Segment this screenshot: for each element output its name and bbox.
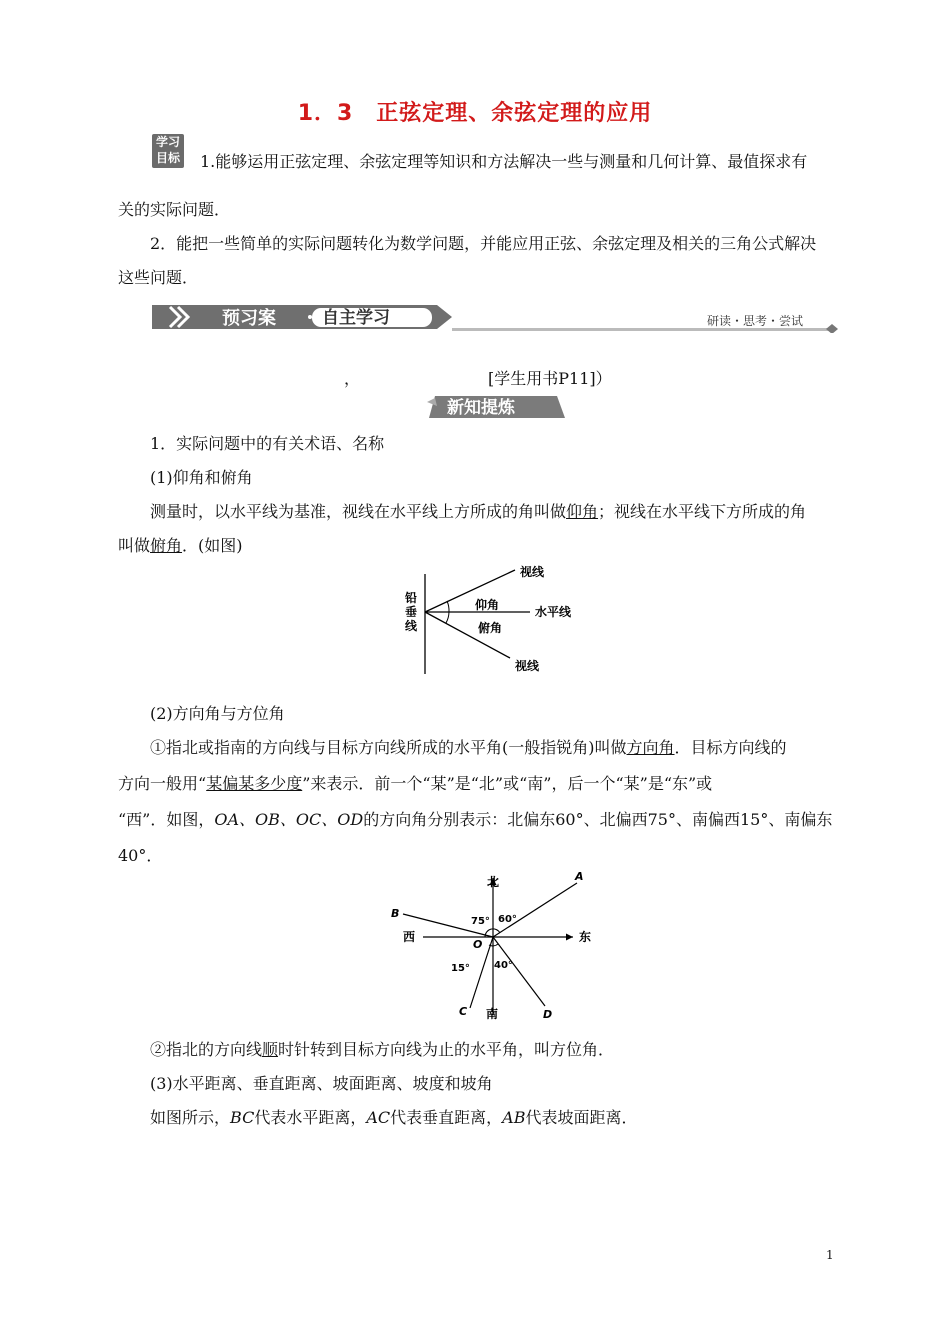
objective-2-line-1: 2．能把一些简单的实际问题转化为数学问题，并能应用正弦、余弦定理及相关的三角公式解决 <box>150 234 817 253</box>
paragraph-elevation-1: 测量时，以水平线为基准，视线在水平线上方所成的角叫做仰角；视线在水平线下方所成的角 <box>150 502 807 521</box>
ref-comma: ， <box>344 369 361 388</box>
heading-distances: (3)水平距离、垂直距离、坡面距离、坡度和坡角 <box>150 1074 493 1093</box>
term-clockwise: 顺 <box>262 1040 279 1059</box>
label-elevation: 仰角 <box>475 598 500 612</box>
badge-line-2: 目标 <box>155 151 180 165</box>
diamond-icon <box>826 324 838 333</box>
banner-sub: 自主学习 <box>322 308 390 328</box>
label-A: A <box>575 870 584 883</box>
label-vertical-2: 垂 <box>405 605 418 619</box>
sight-line-up <box>425 570 515 612</box>
label-west: 西 <box>403 930 416 944</box>
paragraph-elevation-2: 叫做俯角．(如图) <box>118 536 243 555</box>
ray-OD <box>493 937 545 1006</box>
label-horizontal: 水平线 <box>535 605 572 619</box>
label-angle-75: 75° <box>471 916 490 927</box>
heading-elevation: (1)仰角和俯角 <box>150 468 253 487</box>
page-title: 1．3 正弦定理、余弦定理的应用 <box>297 101 653 126</box>
paragraph-direction-2: 方向一般用“某偏某多少度”来表示．前一个“某”是“北”或“南”，后一个“某”是“东”或 <box>118 774 713 793</box>
label-sight-up: 视线 <box>520 565 545 579</box>
label-B: B <box>391 907 400 920</box>
label-depression: 俯角 <box>478 621 503 635</box>
label-angle-40: 40° <box>494 960 513 971</box>
paragraph-distances: 如图所示，BC代表水平距离，AC代表垂直距离，AB代表坡面距离． <box>150 1108 638 1127</box>
section-badge-label: 新知提炼 <box>447 398 515 418</box>
paragraph-direction-4: 40°． <box>118 846 163 865</box>
term-direction-angle: 方向角 <box>626 738 675 757</box>
objective-1-line-2: 关的实际问题． <box>118 200 231 219</box>
label-D: D <box>543 1008 553 1021</box>
section-badge <box>425 394 565 420</box>
label-angle-15: 15° <box>451 963 470 974</box>
paragraph-direction-3: “西”．如图，OA、OB、OC、OD的方向角分别表示：北偏东60°、北偏西75°、南偏西15°、南偏东 <box>118 810 833 829</box>
ref-student-book: [学生用书P11]） <box>488 369 612 388</box>
objective-1-line-1: 1.能够运用正弦定理、余弦定理等知识和方法解决一些与测量和几何计算、最值探求有 <box>200 152 808 171</box>
objective-2-line-2: 这些问题． <box>118 268 199 287</box>
badge-line-1: 学习 <box>155 135 180 149</box>
label-east: 东 <box>579 930 592 944</box>
label-angle-60: 60° <box>498 914 517 925</box>
heading-direction: (2)方向角与方位角 <box>150 704 285 723</box>
banner-right: 研读・思考・尝试 <box>707 314 804 328</box>
paragraph-bearing: ②指北的方向线顺时针转到目标方向线为止的水平角，叫方位角． <box>150 1040 615 1059</box>
figure-direction-angles <box>385 870 605 1025</box>
ray-OA <box>493 883 577 937</box>
banner-label: 预习案 <box>222 308 276 329</box>
label-vertical-1: 铅 <box>405 591 418 605</box>
label-sight-down: 视线 <box>515 659 540 673</box>
label-north: 北 <box>487 875 500 889</box>
label-vertical-3: 线 <box>405 619 418 633</box>
figure-elevation-depression <box>400 562 600 682</box>
term-elevation: 仰角 <box>566 502 599 521</box>
label-O: O <box>473 938 483 951</box>
label-south: 南 <box>486 1007 499 1021</box>
learning-objectives-badge <box>152 134 184 168</box>
term-depression: 俯角 <box>150 536 183 555</box>
label-C: C <box>459 1005 468 1018</box>
paragraph-direction-1: ①指北或指南的方向线与目标方向线所成的水平角(一般指锐角)叫做方向角．目标方向线的 <box>150 738 787 757</box>
preview-banner <box>152 303 842 333</box>
term-direction-format: 某偏某多少度 <box>206 774 303 793</box>
page-number: 1 <box>826 1248 834 1262</box>
sight-line-down <box>425 612 510 658</box>
heading-terms: 1．实际问题中的有关术语、名称 <box>150 434 385 453</box>
